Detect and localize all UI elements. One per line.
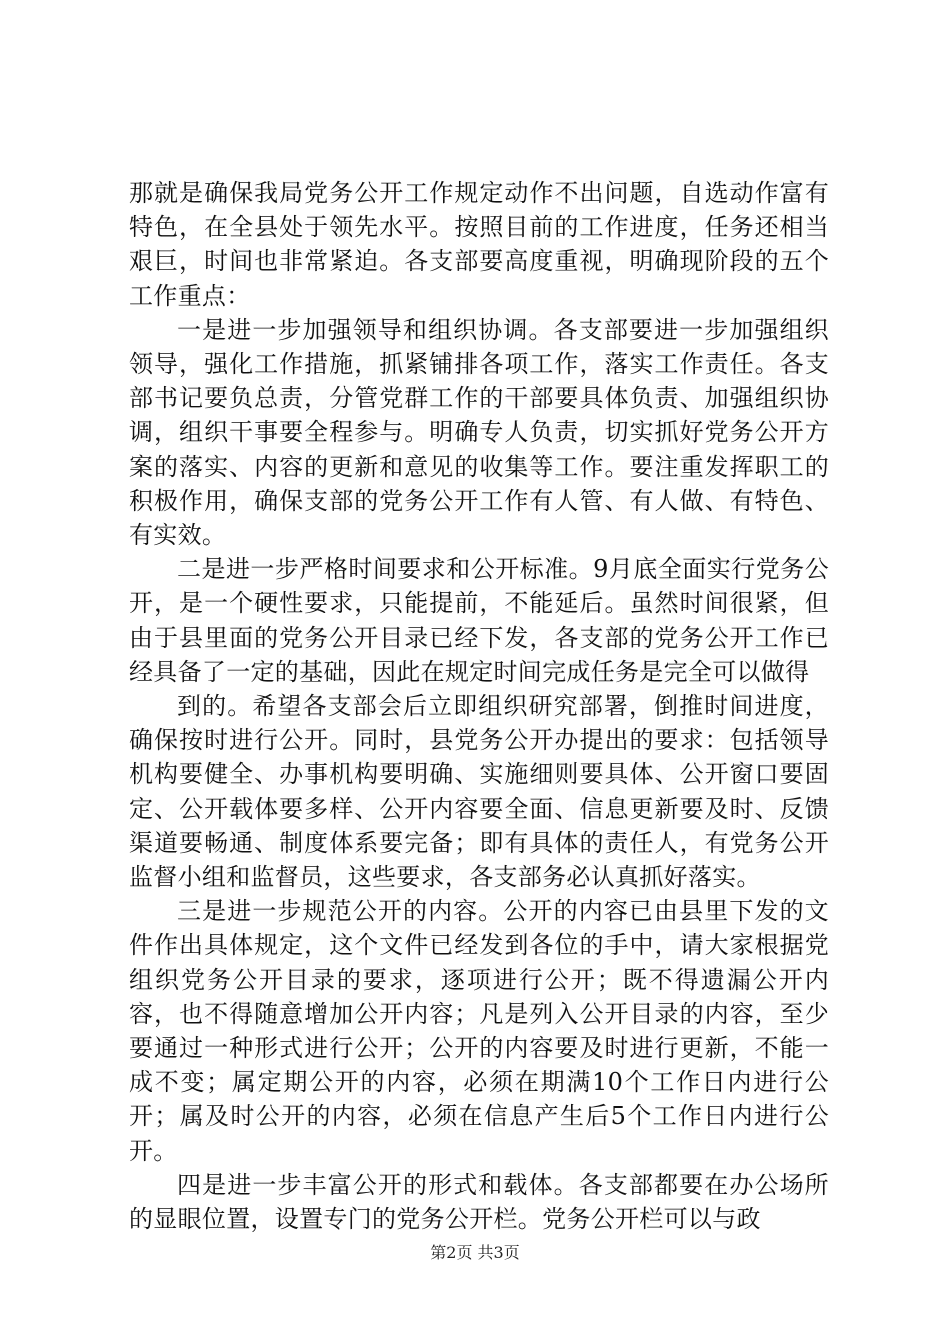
paragraph-intro: 那就是确保我局党务公开工作规定动作不出问题，自选动作富有特色，在全县处于领先水平。按照目前的工作进度，任务还相当艰巨，时间也非常紧迫。各支部要高度重视，明确现阶段的五个工作重点： <box>129 179 829 310</box>
paragraph-point-three: 三是进一步规范公开的内容。公开的内容已由县里下发的文件作出具体规定，这个文件已经发到各位的手中，请大家根据党组织党务公开目录的要求，逐项进行公开；既不得遗漏公开内容，也不得随意增加公开内容；凡是列入公开目录的内容，至少要通过一种形式进行公开；公开的内容要及时进行更新，不能一成不变；属定期公开的内容，必须在期满10个工作日内进行公开；属及时公开的内容，必须在信息产生后5个工作日内进行公开。 <box>129 897 829 1165</box>
paragraph-point-two: 二是进一步严格时间要求和公开标准。9月底全面实行党务公开，是一个硬性要求，只能提前，不能延后。虽然时间很紧，但由于县里面的党务公开目录已经下发，各支部的党务公开工作已经具备了一定的基础，因此在规定时间完成任务是完全可以做得 <box>129 555 829 686</box>
paragraph-point-two-continued: 到的。希望各支部会后立即组织研究部署，倒推时间进度，确保按时进行公开。同时，县党务公开办提出的要求：包括领导机构要健全、办事机构要明确、实施细则要具体、公开窗口要固定、公开载体要多样、公开内容要全面、信息更新要及时、反馈渠道要畅通、制度体系要完备；即有具体的责任人，有党务公开监督小组和监督员，这些要求，各支部务必认真抓好落实。 <box>129 692 829 892</box>
document-body <box>129 176 829 1236</box>
paragraph-point-one: 一是进一步加强领导和组织协调。各支部要进一步加强组织领导，强化工作措施，抓紧铺排各项工作，落实工作责任。各支部书记要负总责，分管党群工作的干部要具体负责、加强组织协调，组织干事要全程参与。明确专人负责，切实抓好党务公开方案的落实、内容的更新和意见的收集等工作。要注重发挥职工的积极作用，确保支部的党务公开工作有人管、有人做、有特色、有实效。 <box>129 315 829 550</box>
page-number-footer: 第2页 共3页 <box>430 1243 520 1262</box>
paragraph-point-four: 四是进一步丰富公开的形式和载体。各支部都要在办公场所的显眼位置，设置专门的党务公开栏。党务公开栏可以与政 <box>129 1170 829 1234</box>
